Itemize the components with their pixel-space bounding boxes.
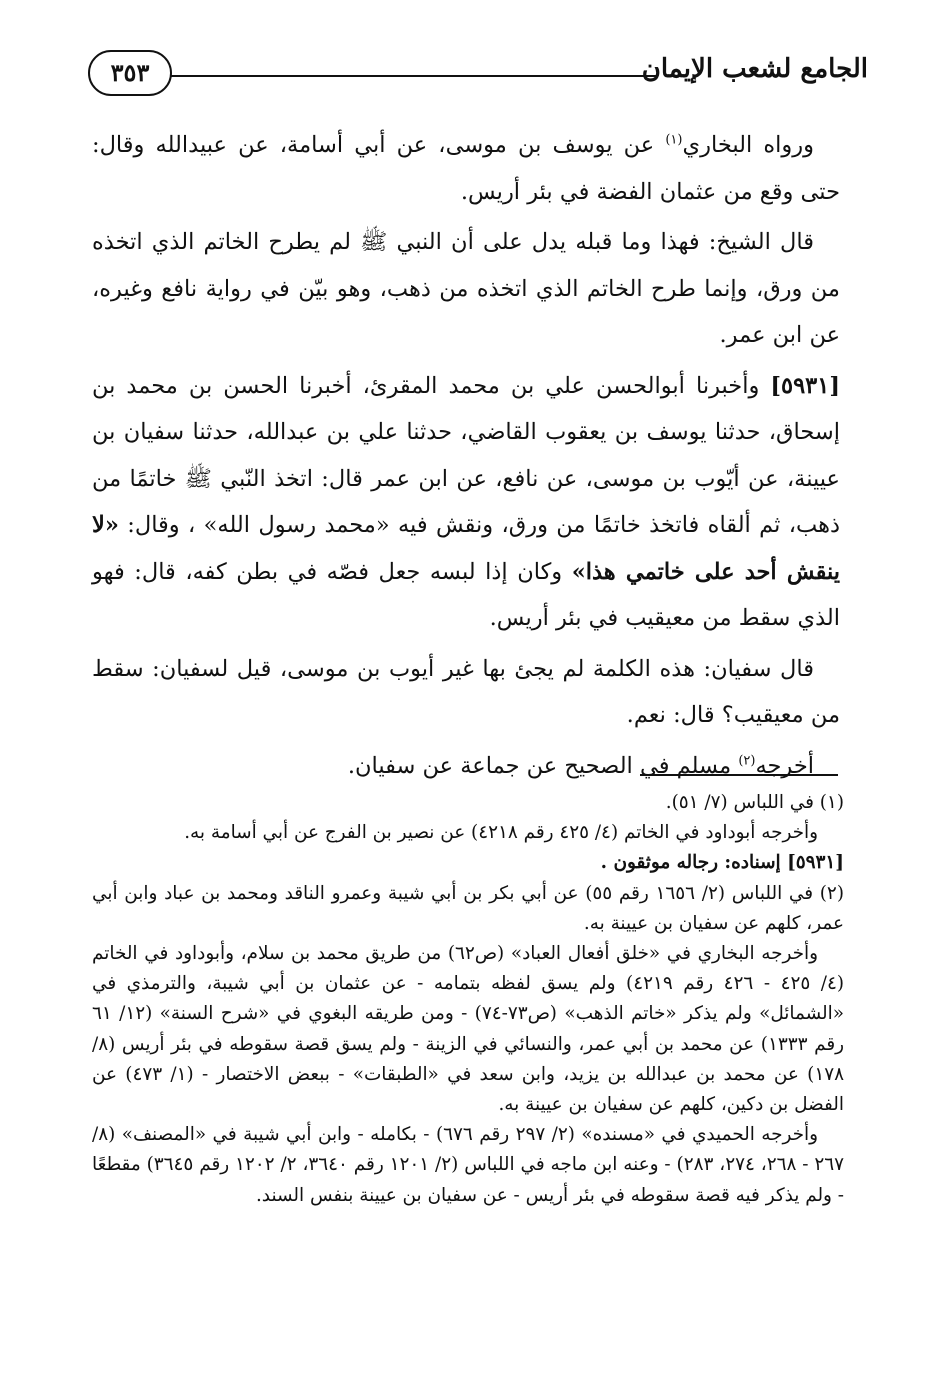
footnote-1-extra: وأخرجه أبوداود في الخاتم (٤/ ٤٢٥ رقم ٤٢١٨) عن نصير بن الفرج عن أبي أسامة به. <box>184 822 818 844</box>
header-rule <box>170 75 656 77</box>
paragraph-muslim: أخرجه$^{(٢)}$ مسلم في الصحيح عن جماعة عن سفيان. <box>347 752 814 779</box>
footnote-ref-1: (١) <box>665 132 683 148</box>
footnote-isnad: [٥٩٣١] إسناده: رجاله موثقون . <box>600 852 844 874</box>
page-number: ٣٥٣ <box>88 50 172 96</box>
footnote-1: (١) في اللباس (٧/ ٥١). <box>665 792 844 813</box>
paragraph-hadith-5931: [٥٩٣١] وأخبرنا أبوالحسن علي بن محمد المقرئ، أخبرنا الحسن بن محمد بن إسحاق، حدثنا يوسف بن يعقوب القاضي، حدثنا علي بن عبدالله، حدثنا سفيان بن عيينة، عن أيّوب بن موسى، عن نافع، عن ابن عمر قال: اتخذ النّبي ﷺ خاتمًا من ذهب، ثم ألقاه فاتخذ خاتمًا من ورق، ونقش فيه «محمد رسول الله» ، وقال: «لا ينقش أحد على خاتمي هذا» وكان إذا لبسه جعل فصّه في بطن كفه، قال: فهو الذي سقط من معيقيب في بئر أريس. <box>92 372 840 631</box>
main-text <box>92 122 840 789</box>
hadith-quote: «لا ينقش أحد على خاتمي هذا» <box>92 512 840 585</box>
hadith-number: [٥٩٣١] <box>770 372 840 399</box>
footnote-2-bukhari: وأخرجه البخاري في «خلق أفعال العباد» (ص٦٢) من طريق محمد بن سلام، وأبوداود في الخاتم (٤/ ٤٢٥ - ٤٢٦ رقم ٤٢١٩) ولم يسق لفظه بتمامه - عن عثمان بن أبي شيبة، والترمذي في «الشمائل» ولم يذكر «خاتم الذهب» (ص٧٣-٧٤) - ومن طريقه البغوي في «شرح السنة» (١٢/ ٦١ رقم ١٣٣٣) عن محمد بن أبي عمر، والنسائي في الزينة - ولم يسق قصة سقوطه في بئر أريس (٨/ ١٧٨) عن محمد بن عبدالله بن يزيد، وابن سعد في «الطبقات» - ببعض الاختصار - (١/ ٤٧٣) عن الفضل بن دكين، كلهم عن سفيان بن عيينة به. <box>92 943 845 1116</box>
running-header <box>88 44 868 108</box>
paragraph-sufyan: قال سفيان: هذه الكلمة لم يجئ بها غير أيوب بن موسى، قيل لسفيان: سقط من معيقيب؟ قال: نعم. <box>92 655 840 728</box>
book-title: الجامع لشعب الإيمان <box>641 54 868 84</box>
footnotes <box>92 788 844 1211</box>
paragraph-bukhari: ورواه البخاري$^{(١)}$ عن يوسف بن موسى، عن أبي أسامة، عن عبيدالله وقال: حتى وقع من عثمان الفضة في بئر أريس. <box>92 132 840 205</box>
footnote-separator <box>640 774 838 776</box>
footnote-2: (٢) في اللباس (٢/ ١٦٥٦ رقم ٥٥) عن أبي بكر بن أبي شيبة وعمرو الناقد ومحمد بن عباد وابن أبي عمر، كلهم عن سفيان بن عيينة به. <box>92 882 844 934</box>
footnote-ref-2: (٢) <box>738 753 756 768</box>
footnote-2-humaydi: وأخرجه الحميدي في «مسنده» (٢/ ٢٩٧ رقم ٦٧٦) - بكامله - وابن أبي شيبة في «المصنف» (٨/ ٢٦٧ - ٢٦٨، ٢٧٤، ٢٨٣) - وعنه ابن ماجه في اللباس (٢/ ١٢٠١ رقم ٣٦٤٠، ٢/ ١٢٠٢ رقم ٣٦٤٥) مقطعًا - ولم يذكر فيه قصة سقوطه في بئر أريس - عن سفيان بن عيينة بنفس السند. <box>92 1124 844 1206</box>
paragraph-sheikh: قال الشيخ: فهذا وما قبله يدل على أن النبي ﷺ لم يطرح الخاتم الذي اتخذه من ورق، وإنما طرح الخاتم الذي اتخذه من ذهب، وهو بيّن في رواية نافع وغيره، عن ابن عمر. <box>92 229 840 348</box>
